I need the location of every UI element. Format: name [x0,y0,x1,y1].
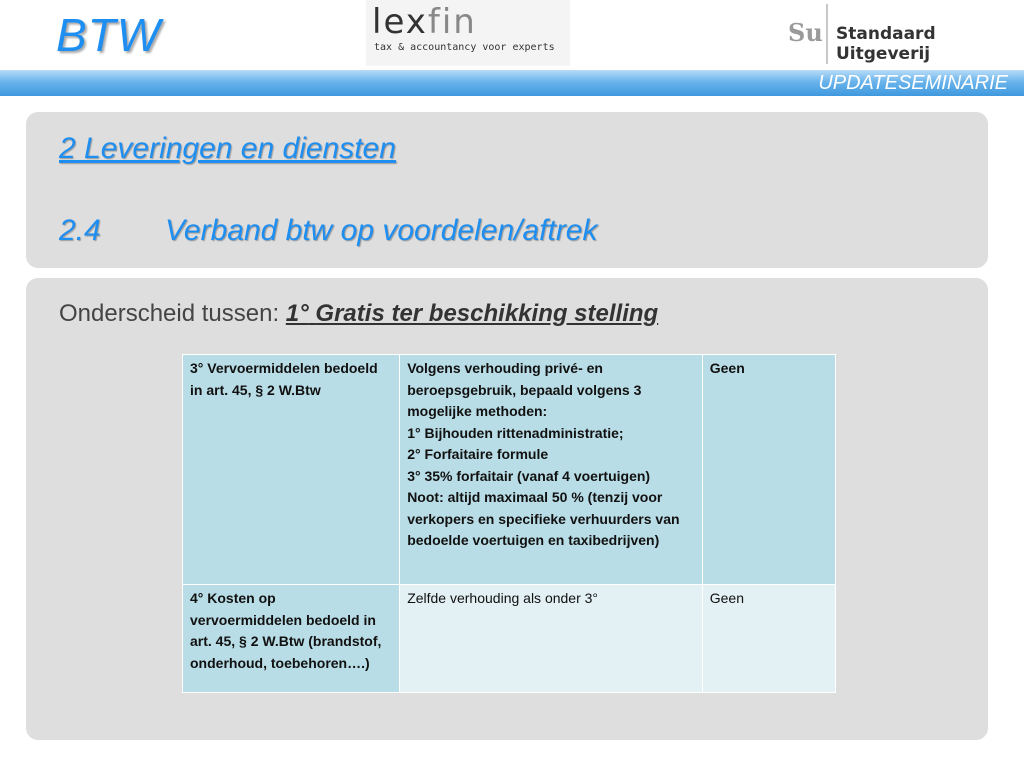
intro-topic: Gratis ter beschikking stelling [315,300,659,327]
cell-line: Noot: altijd maximaal 50 % (tenzij voor verkopers en specifieke verhuurders van bedoelde voertuigen en taxibedrijven) [407,489,680,548]
cell-line: 1° Bijhouden rittenadministratie; [407,424,624,441]
table-row [183,585,836,693]
lexfin-tagline: tax & accountancy voor experts [374,42,555,53]
publisher-name: Standaard Uitgeverij [836,24,936,64]
section-subheading [59,214,598,248]
section-heading: 2 Leveringen en diensten [59,132,396,165]
header-band [0,70,1024,96]
cell-line: 3° 35% forfaitair (vanaf 4 voertuigen) [407,467,651,484]
intro-prefix: Onderscheid tussen: [59,300,280,327]
table-row [183,355,836,585]
comparison-table [182,354,836,693]
subheading-text: Verband btw op voordelen/aftrek [165,214,598,247]
table-cell: Geen [702,585,835,693]
lexfin-part2: fin [427,2,477,42]
intro-number: 1° [285,300,309,327]
lexfin-logo [366,0,570,66]
subheading-number: 2.4 [59,214,101,247]
lexfin-wordmark [372,2,477,42]
band-label: UPDATESEMINARIE [818,72,1008,94]
su-logo-mark: Su [788,18,823,47]
table-cell: Geen [702,355,835,585]
intro-line [59,300,658,328]
table-cell: 3° Vervoermiddelen bedoeld in art. 45, § 2 W.Btw [183,355,400,585]
slide-title: BTW [56,9,162,61]
cell-line: Volgens verhouding privé- en beroepsgebruik, bepaald volgens 3 mogelijke methoden: [407,360,642,419]
cell-line: 2° Forfaitaire formule [407,446,549,462]
table-cell: Zelfde verhouding als onder 3° [400,585,703,693]
logo-divider [826,4,828,64]
table-cell [400,355,703,585]
table-cell: 4° Kosten op vervoermiddelen bedoeld in art. 45, § 2 W.Btw (brandstof, onderhoud, toebehoren….) [183,585,400,693]
lexfin-part1: lex [372,2,428,42]
intro-emphasis [286,300,658,327]
